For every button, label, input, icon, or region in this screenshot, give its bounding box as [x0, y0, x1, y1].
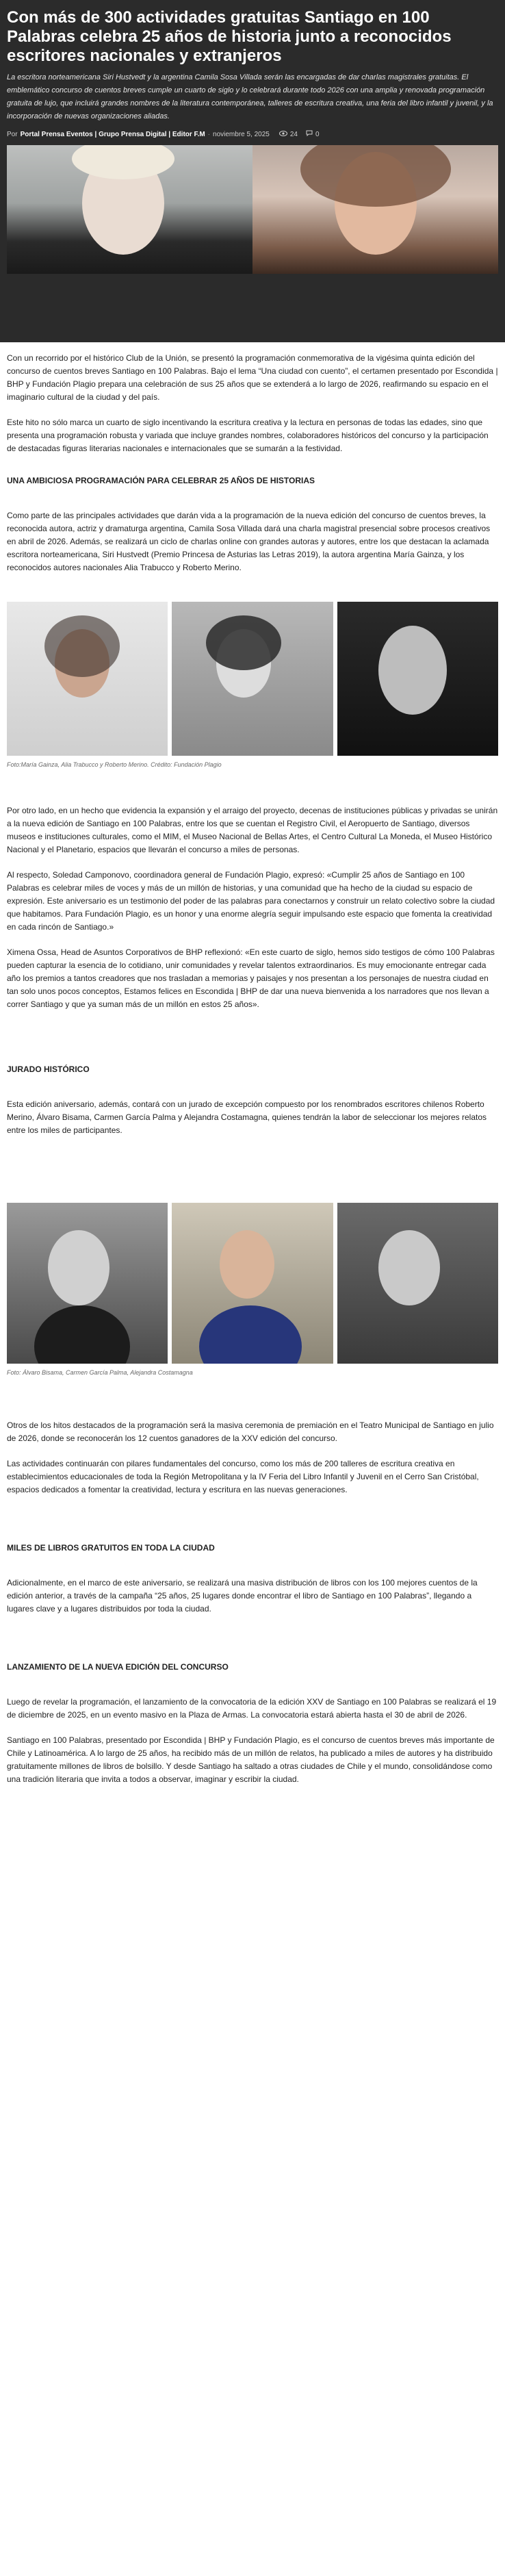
hero-dark-band [0, 274, 505, 342]
section-heading: MILES DE LIBROS GRATUITOS EN TODA LA CIUDAD [7, 1543, 215, 1553]
author-photo [172, 602, 333, 756]
photo-caption: Foto: Álvaro Bisama, Carmen García Palma, Alejandra Costamagna [7, 1369, 193, 1376]
article-title: Con más de 300 actividades gratuitas Santiago en 100 Palabras celebra 25 años de historia junto a reconocidos escritores nacionales y extranjeros [7, 8, 452, 65]
paragraph: Por otro lado, en un hecho que evidencia la expansión y el arraigo del proyecto, decenas de instituciones públicas y privadas se unirán a la nueva edición de Santiago en 100 Palabras, entre los que se cuentan el Registro Civil, el Aeropuerto de Santiago, diversos museos e instituciones culturales, como el MIM, el Museo Nacional de Bellas Artes, el Centro Cultural La Moneda, el Museo Histórico Nacional y el Planetario, espacios que llevarán el concurso a miles de personas. [7, 806, 498, 854]
author-photo [7, 602, 168, 756]
meta-comments[interactable]: 0 [315, 130, 320, 138]
article-body [0, 342, 505, 1786]
section-heading: UNA AMBICIOSA PROGRAMACIÓN PARA CELEBRAR 25 AÑOS DE HISTORIAS [7, 476, 315, 485]
jury-photo [7, 1203, 168, 1364]
paragraph: Ximena Ossa, Head de Asuntos Corporativos de BHP reflexionó: «En este cuarto de siglo, hemos sido testigos de cómo 100 Palabras pueden capturar la esencia de lo cotidiano, unir comunidades y revelar talentos extraordinarios. Es muy emocionante entregar cada año los premios a tantos creadores que nos trasladan a memorias y paisajes y nos presentan a los personajes de nuestra ciudad en tan solo unos pocos conceptos, Estamos felices en Escondida | BHP de dar una nueva bienvenida a los narradores que nos llevan a correr Santiago y que ya suman más de un millón en estos 25 años». [7, 947, 495, 1009]
paragraph: Con un recorrido por el histórico Club de la Unión, se presentó la programación conmemorativa de la vigésima quinta edición del concurso de cuentos breves Santiago en 100 Palabras. Bajo el lema “Una ciudad con cuento”, el certamen presentado por Escondida | BHP y Fundación Plagio prepara una celebración de sus 25 años que se extenderá a lo largo de 2026, reafirmando su espacio en el imaginario cultural de la ciudad y del país. [7, 353, 498, 402]
photo-gallery-authors [7, 602, 498, 756]
photo-caption: Foto:María Gainza, Alia Trabucco y Roberto Merino. Crédito: Fundación Plagio [7, 761, 222, 768]
portrait-photo-right [252, 145, 498, 274]
photo-gallery-jury [7, 1203, 498, 1364]
meta-views: 24 [289, 130, 298, 138]
paragraph: Luego de revelar la programación, el lanzamiento de la convocatoria de la edición XXV de Santiago en 100 Palabras se realizará el 19 de diciembre de 2025, en un evento masivo en la Plaza de Armas. La convocatoria estará abierta hasta el 30 de abril de 2026. [7, 1697, 497, 1720]
paragraph: Al respecto, Soledad Camponovo, coordinadora general de Fundación Plagio, expresó: «Cumplir 25 años de Santiago en 100 Palabras es celebrar miles de voces y más de un millón de historias, y una comunidad que ha hecho de la ciudad su espacio de expresión. Este aniversario es un testimonio del poder de las palabras para conectarnos y construir un relato colectivo sobre la ciudad que habitamos. Para Fundación Plagio, es un honor y una enorme alegría seguir impulsando este espacio que fomenta la creatividad en cada rincón de Santiago.» [7, 870, 495, 932]
paragraph: Otros de los hitos destacados de la programación será la masiva ceremonia de premiación en el Teatro Municipal de Santiago en julio de 2026, donde se reconocerán los 12 cuentos ganadores de la XXV edición del concurso. [7, 1420, 494, 1443]
paragraph: Esta edición aniversario, además, contará con un jurado de excepción compuesto por los renombrados escritores chilenos Roberto Merino, Álvaro Bisama, Carmen García Palma y Alejandra Costamagna, quienes tendrán la labor de seleccionar los mejores relatos entre los miles de participantes. [7, 1099, 487, 1135]
author-photo [337, 602, 498, 756]
eye-icon [279, 131, 287, 138]
meta-authors[interactable]: Portal Prensa Eventos | Grupo Prensa Digital | Editor F.M [20, 130, 205, 138]
jury-photo [172, 1203, 333, 1364]
article-meta [7, 130, 498, 145]
comment-icon[interactable] [306, 130, 313, 138]
jury-photo [337, 1203, 498, 1364]
paragraph: Adicionalmente, en el marco de este aniversario, se realizará una masiva distribución de libros con los 100 mejores cuentos de la edición anterior, a través de la campaña “25 años, 25 lugares donde encontrar el libro de Santiago en 100 Palabras”, llegando a lugares clave y a lugares distribuidos por toda la ciudad. [7, 1578, 478, 1614]
paragraph: Como parte de las principales actividades que darán vida a la programación de la nueva edición del concurso de cuentos breves, la reconocida autora, actriz y dramaturga argentina, Camila Sosa Villada dará una charla magistral presencial sobre procesos creativos en abril de 2026. Además, se realizará un ciclo de charlas online con grandes autoras y autores, entre los que destacan la aclamada escritora norteamericana, Siri Hustvedt (Premio Princesa de Asturias las Letras 2019), la autora argentina María Gainza, y los reconocidos autores nacionales Alia Trabucco y Roberto Merino. [7, 511, 491, 572]
meta-date: noviembre 5, 2025 [213, 130, 270, 138]
paragraph: Las actividades continuarán con pilares fundamentales del concurso, como los más de 200 talleres de escritura creativa en establecimientos educacionales de toda la Región Metropolitana y la IV Feria del Libro Infantil y Juvenil en el Cerro San Cristóbal, espacios dedicados a fomentar la creatividad, lectura y escritura en las nuevas generaciones. [7, 1459, 479, 1494]
meta-prefix: Por [7, 130, 18, 138]
section-heading: JURADO HISTÓRICO [7, 1064, 90, 1074]
hero-image [7, 145, 498, 274]
meta-separator: · [207, 130, 211, 138]
article-header [0, 0, 505, 342]
paragraph: Este hito no sólo marca un cuarto de siglo incentivando la escritura creativa y la lectura en personas de todas las edades, sino que presenta una programación robusta y variada que incluye grandes nombres, colaboradores históricos del concurso y la participación de destacadas figuras literarias nacionales e internacionales que se sumarán a la festividad. [7, 418, 489, 453]
section-heading: LANZAMIENTO DE LA NUEVA EDICIÓN DEL CONCURSO [7, 1662, 229, 1672]
paragraph: Santiago en 100 Palabras, presentado por Escondida | BHP y Fundación Plagio, es el concurso de cuentos breves más importante de Chile y Latinoamérica. A lo largo de 25 años, ha recibido más de un millón de relatos, ha publicado a miles de autores y ha distribuido gratuitamente millones de libros de bolsillo. Y desde Santiago ha saltado a otras ciudades de Chile y el mundo, consolidándose como una tradición literaria que invita a todos a observar, imaginar y escribir la ciudad. [7, 1735, 495, 1784]
article-lead: La escritora norteamericana Siri Hustvedt y la argentina Camila Sosa Villada serán las encargadas de dar charlas magistrales gratuitas. El emblemático concurso de cuentos breves cumple un cuarto de siglo y lo celebrará durante todo 2026 con una amplia y renovada programación gratuita de lujo, que incluirá grandes nombres de la literatura contemporánea, talleres de escritura creativa, una feria del libro infantil y juvenil, y la incorporación de nuevas organizaciones aliadas. [7, 73, 493, 120]
portrait-photo-left [7, 145, 252, 274]
